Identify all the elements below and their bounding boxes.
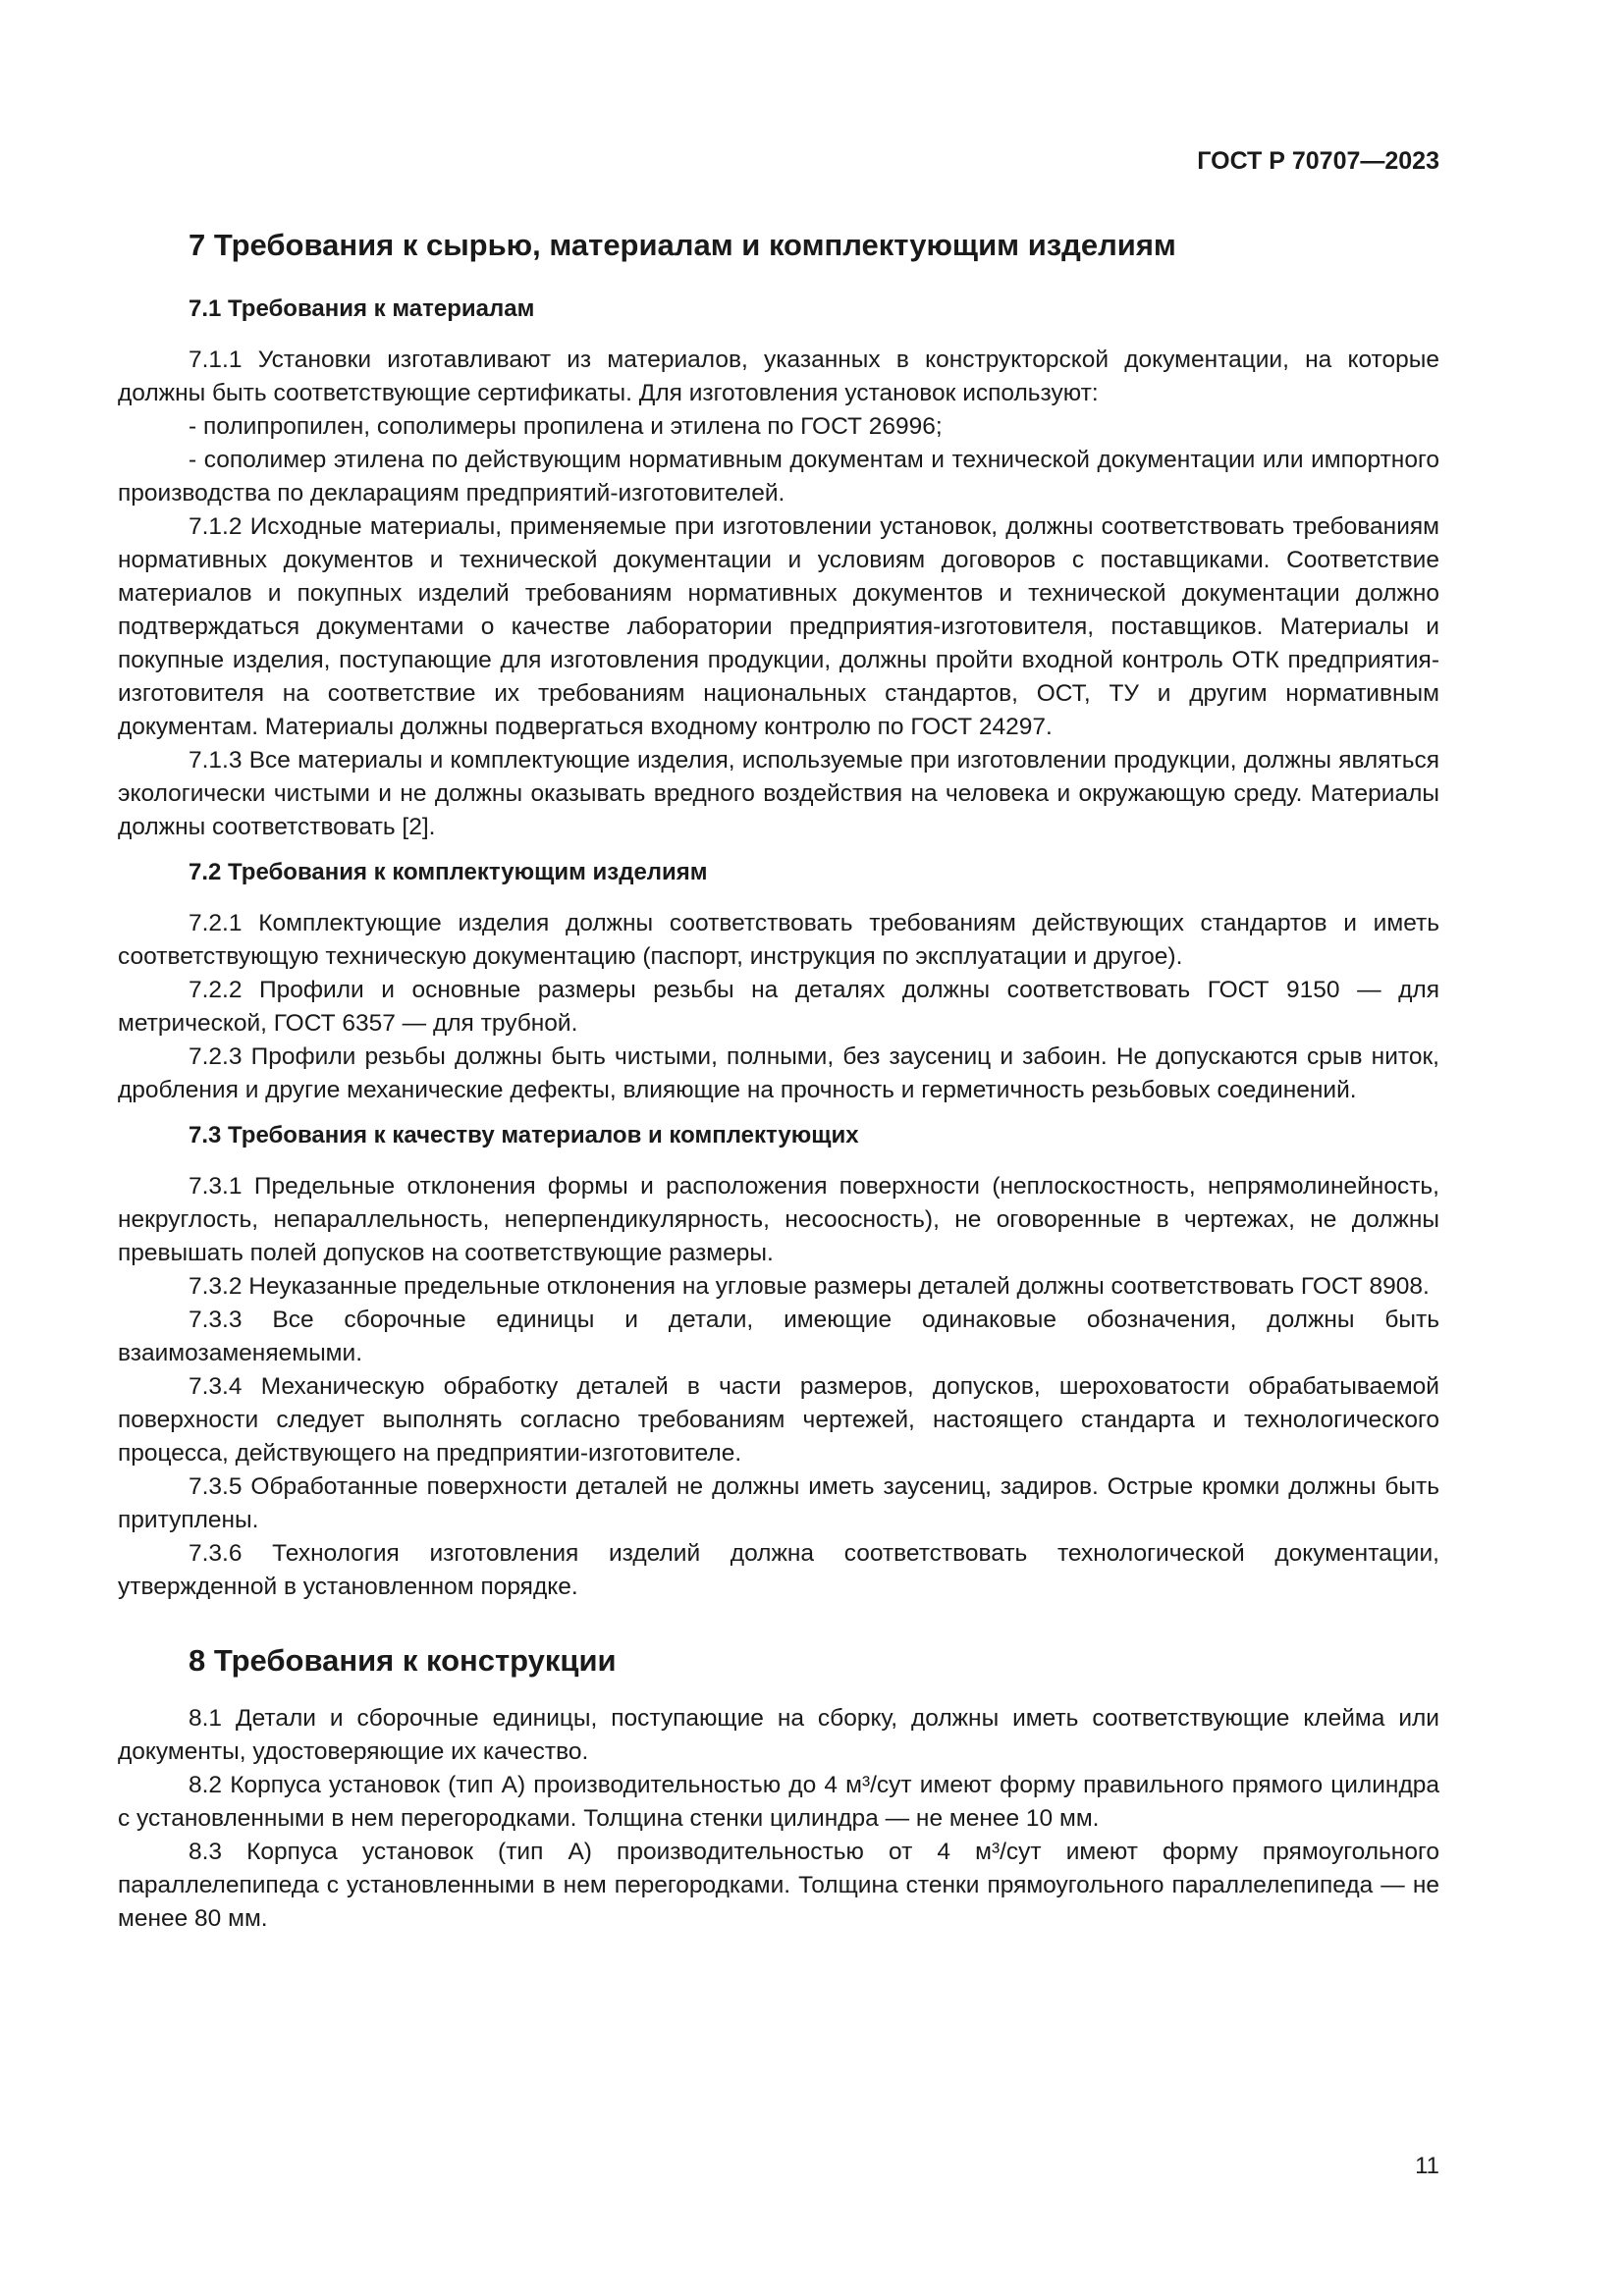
paragraph-7-2-2: 7.2.2 Профили и основные размеры резьбы на деталях должны соответствовать ГОСТ 9150 — для метрической, ГОСТ 6357 — для трубной. xyxy=(118,977,1439,1037)
paragraph-7-3-2: 7.3.2 Неуказанные предельные отклонения на угловые размеры деталей должны соответствовать ГОСТ 8908. xyxy=(189,1273,1430,1300)
paragraph-7-1-2: 7.1.2 Исходные материалы, применяемые при изготовлении установок, должны соответствовать требованиям нормативных документов и технической документации и условиям договоров с поставщиками. Соответствие материалов и покупных изделий требованиям нормативных документов и технической документации должно подтверждаться документами о качестве лаборатории предприятия-изготовителя, поставщиков. Материалы и покупные изделия, поступающие для изготовления продукции, должны пройти входной контроль ОТК предприятия-изготовителя на соответствие их требованиям национальных стандартов, ОСТ, ТУ и другим нормативным документам. Материалы должны подвергаться входному контролю по ГОСТ 24297. xyxy=(118,513,1439,740)
section-7-title: 7 Требования к сырью, материалам и комплектующим изделиям xyxy=(189,228,1176,262)
page-number: 11 xyxy=(1415,2153,1439,2179)
paragraph-7-3-5: 7.3.5 Обработанные поверхности деталей не должны иметь заусениц, задиров. Острые кромки должны быть притуплены. xyxy=(118,1473,1439,1533)
paragraph-7-3-1: 7.3.1 Предельные отклонения формы и расположения поверхности (неплоскостность, непрямолинейность, некруглость, непараллельность, неперпендикулярность, несоосность), не оговоренные в чертежах, не должны превышать полей допусков на соответствующие размеры. xyxy=(118,1173,1439,1266)
page-content xyxy=(118,226,1439,1936)
document-code: ГОСТ Р 70707—2023 xyxy=(1197,147,1439,175)
subsection-7-3-title: 7.3 Требования к качеству материалов и комплектующих xyxy=(189,1122,859,1148)
paragraph-8-1: 8.1 Детали и сборочные единицы, поступающие на сборку, должны иметь соответствующие клейма или документы, удостоверяющие их качество. xyxy=(118,1705,1439,1765)
paragraph-7-1-3: 7.1.3 Все материалы и комплектующие изделия, используемые при изготовлении продукции, должны являться экологически чистыми и не должны оказывать вредного воздействия на человека и окружающую среду. Материалы должны соответствовать [2]. xyxy=(118,747,1439,840)
paragraph-7-1-1: 7.1.1 Установки изготавливают из материалов, указанных в конструкторской документации, на которые должны быть соответствующие сертификаты. Для изготовления установок используют: xyxy=(118,347,1439,406)
paragraph-7-2-3: 7.2.3 Профили резьбы должны быть чистыми, полными, без заусениц и забоин. Не допускаются срыв ниток, дробления и другие механические дефекты, влияющие на прочность и герметичность резьбовых соединений. xyxy=(118,1043,1439,1103)
list-item-polypropylene: - полипропилен, сополимеры пропилена и этилена по ГОСТ 26996; xyxy=(189,413,943,440)
paragraph-7-3-3: 7.3.3 Все сборочные единицы и детали, имеющие одинаковые обозначения, должны быть взаимозаменяемыми. xyxy=(118,1307,1439,1366)
subsection-7-2-title: 7.2 Требования к комплектующим изделиям xyxy=(189,859,708,885)
paragraph-7-3-6: 7.3.6 Технология изготовления изделий должна соответствовать технологической документации, утвержденной в установленном порядке. xyxy=(118,1540,1439,1600)
paragraph-7-3-4: 7.3.4 Механическую обработку деталей в части размеров, допусков, шероховатости обрабатываемой поверхности следует выполнять согласно требованиям чертежей, настоящего стандарта и технологического процесса, действующего на предприятии-изготовителе. xyxy=(118,1373,1439,1467)
paragraph-8-2: 8.2 Корпуса установок (тип А) производительностью до 4 м³/сут имеют форму правильного прямого цилиндра с установленными в нем перегородками. Толщина стенки цилиндра — не менее 10 мм. xyxy=(118,1772,1439,1832)
paragraph-8-3: 8.3 Корпуса установок (тип А) производительностью от 4 м³/сут имеют форму прямоугольного параллелепипеда с установленными в нем перегородками. Толщина стенки прямоугольного параллелепипеда — не менее 80 мм. xyxy=(118,1839,1439,1932)
section-8-title: 8 Требования к конструкции xyxy=(189,1643,617,1678)
subsection-7-1-title: 7.1 Требования к материалам xyxy=(189,295,535,322)
paragraph-7-2-1: 7.2.1 Комплектующие изделия должны соответствовать требованиям действующих стандартов и иметь соответствующую техническую документацию (паспорт, инструкция по эксплуатации и другое). xyxy=(118,910,1439,970)
list-item-ethylene-copolymer: - сополимер этилена по действующим нормативным документам и технической документации или импортного производства по декларациям предприятий-изготовителей. xyxy=(118,447,1439,507)
